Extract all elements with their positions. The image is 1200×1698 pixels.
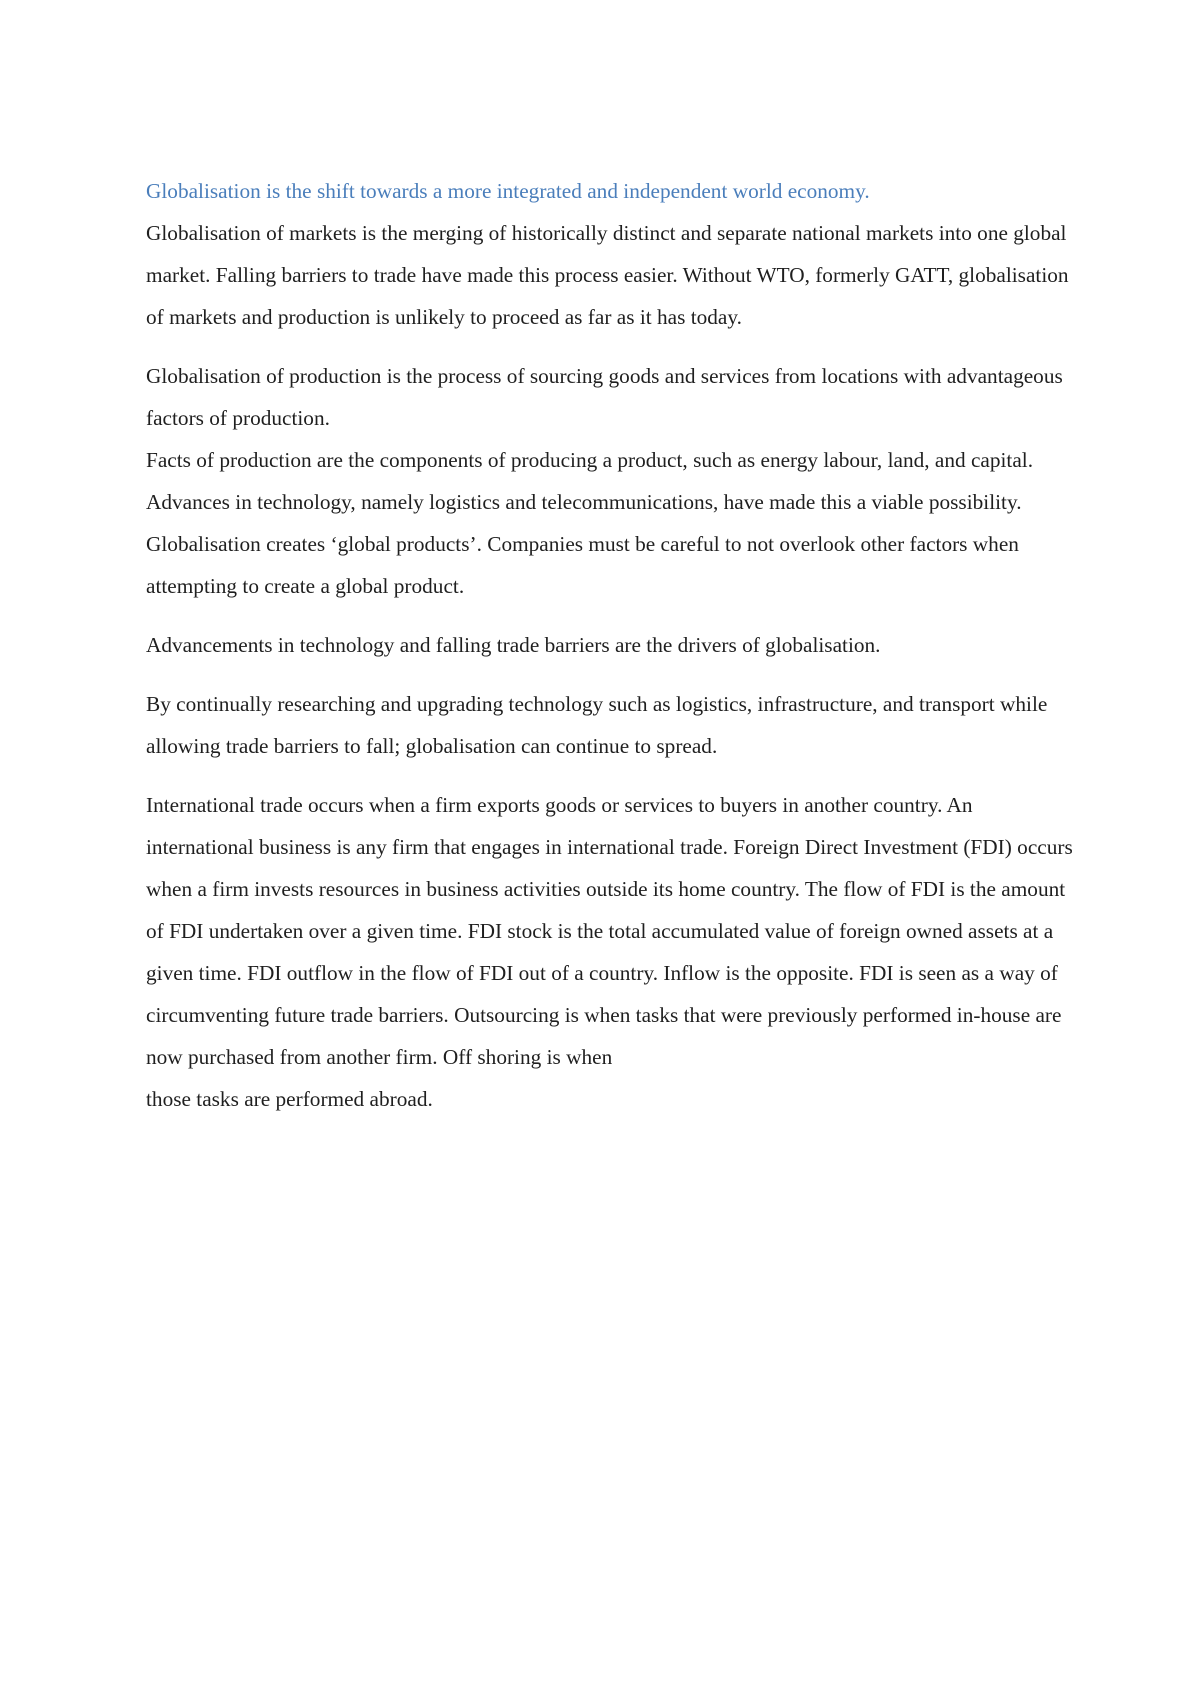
paragraph-technology: By continually researching and upgrading technology such as logistics, infrastructure, and transport while allowing trade barriers to fall; globalisation can continue to spread. [146, 692, 1048, 758]
paragraph-factors: Facts of production are the components of producing a product, such as energy labour, land, and capital. Advances in technology, namely logistics and telecommunications, have made this a viable possibility. Globalisation creates ‘global products’. Companies must be careful to not overlook other factors when attempting to create a global product. [146, 448, 1034, 598]
paragraph-offshoring-end: those tasks are performed abroad. [146, 1087, 433, 1111]
paragraph-markets: Globalisation of markets is the merging of historically distinct and separate national markets into one global market. Falling barriers to trade have made this process easier. Without WTO, formerly GATT, globalisation of markets and production is unlikely to proceed as far as it has today. [146, 221, 1069, 329]
paragraph-international-trade: International trade occurs when a firm exports goods or services to buyers in another country. An international business is any firm that engages in international trade. Foreign Direct Investment (FDI) occurs when a firm invests resources in business activities outside its home country. The flow of FDI is the amount of FDI undertaken over a given time. FDI stock is the total accumulated value of foreign owned assets at a given time. FDI outflow in the flow of FDI out of a country. Inflow is the opposite. FDI is seen as a way of circumventing future trade barriers. Outsourcing is when tasks that were previously performed in-house are now purchased from another firm. Off shoring is when [146, 793, 1073, 1069]
document-heading: Globalisation is the shift towards a more integrated and independent world economy. [146, 179, 870, 203]
paragraph-production: Globalisation of production is the process of sourcing goods and services from locations with advantageous factors of production. [146, 364, 1063, 430]
document-body [146, 170, 1076, 1120]
paragraph-drivers: Advancements in technology and falling trade barriers are the drivers of globalisation. [146, 633, 881, 657]
